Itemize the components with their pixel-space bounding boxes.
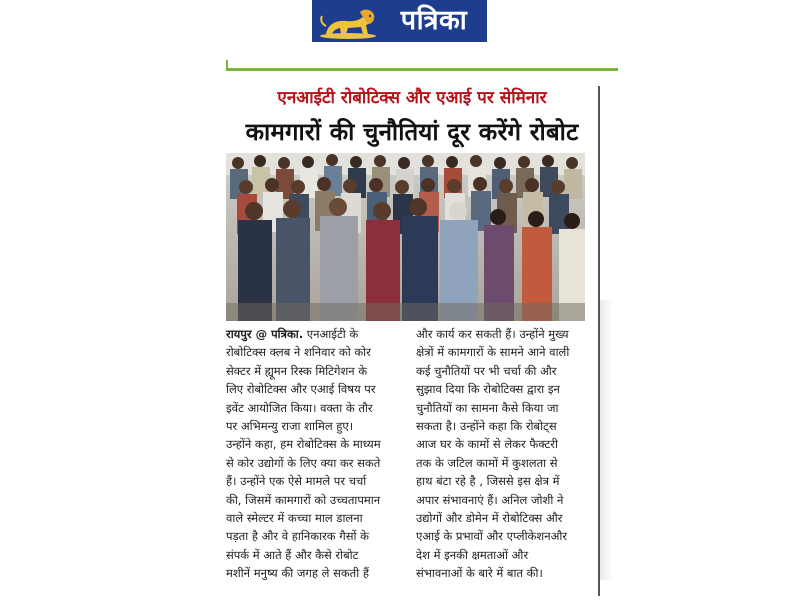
page-shadow (600, 300, 612, 580)
body-column-left (226, 325, 402, 583)
body-line: हाथ बंटा रहे है , जिससे इस क्षेत्र में (416, 474, 560, 489)
dateline: रायपुर @ पत्रिका. (226, 327, 304, 341)
body-line: क्षेत्रों में कामगारों के सामने आने वाली (416, 345, 570, 360)
section-rule (226, 68, 618, 71)
body-line: तक के जटिल कामों में कुशलता से (416, 455, 558, 470)
body-line: एनआईटी के (306, 327, 359, 341)
body-line: पर अभिमन्यु राजा शामिल हुए। (226, 419, 354, 434)
body-line: लिए रोबोटिक्स और एआई विषय पर (226, 382, 376, 397)
body-line: एआई के प्रभावों और एप्लीकेशनऔर (416, 529, 568, 544)
body-line: देश में इनकी क्षमताओं और (416, 547, 529, 562)
group-photo (226, 153, 585, 321)
group-photo-icon (226, 153, 585, 321)
body-line: संपर्क में आते हैं और कैसे रोबोट (226, 547, 359, 562)
body-line: सेक्टर में ह्यूमन रिस्क मिटिगेशन के (226, 363, 368, 378)
body-line: सकता है। उन्होंने कहा कि रोबोट्स (416, 419, 557, 434)
body-line: की, जिसमें कामगारों को उच्चतापमान (226, 492, 381, 507)
body-line: कई चुनौतियों पर भी चर्चा की और (416, 363, 557, 378)
body-line: संभावनाओं के बारे में बात की। (416, 566, 543, 581)
body-line: वाले स्मेल्टर में कच्चा माल डालना (226, 511, 363, 526)
body-line: उद्योगों और डोमेन में रोबोटिक्स और (416, 511, 563, 526)
article-headline: कामगारों की चुनौतियां दूर करेंगे रोबोट (245, 118, 579, 146)
body-line: आज घर के कामों से लेकर फैक्टरी (416, 437, 558, 452)
body-line: चुनौतियों का सामना कैसे किया जा (416, 400, 559, 415)
body-line: उन्होंने कहा, हम रोबोटिक्स के माध्यम (226, 437, 381, 452)
body-line: मशीनें मनुष्य की जगह ले सकती हैं (226, 566, 369, 581)
body-line: सुझाव दिया कि रोबोटिक्स द्वारा इन (416, 382, 560, 397)
masthead (312, 0, 487, 42)
body-line: इवेंट आयोजित किया। वक्ता के तौर (226, 400, 373, 415)
body-line: से कोर उद्योगों के लिए क्या कर सकते (226, 455, 381, 470)
body-line: और कार्य कर सकती हैं। उन्होंने मुख्य (416, 327, 569, 341)
body-column-right (416, 325, 592, 583)
body-line: हैं। उन्होंने एक ऐसे मामले पर चर्चा (226, 474, 367, 489)
body-line: पड़ता है और वे हानिकारक गैसों के (226, 529, 369, 544)
body-line: रोबोटिक्स क्लब ने शनिवार को कोर (226, 345, 371, 360)
lion-icon (316, 2, 380, 40)
body-line: अपार संभावनाएं हैं। अनिल जोशी ने (416, 492, 564, 507)
brand-name: पत्रिका (400, 5, 468, 36)
article-kicker: एनआईटी रोबोटिक्स और एआई पर सेमिनार (277, 88, 547, 108)
